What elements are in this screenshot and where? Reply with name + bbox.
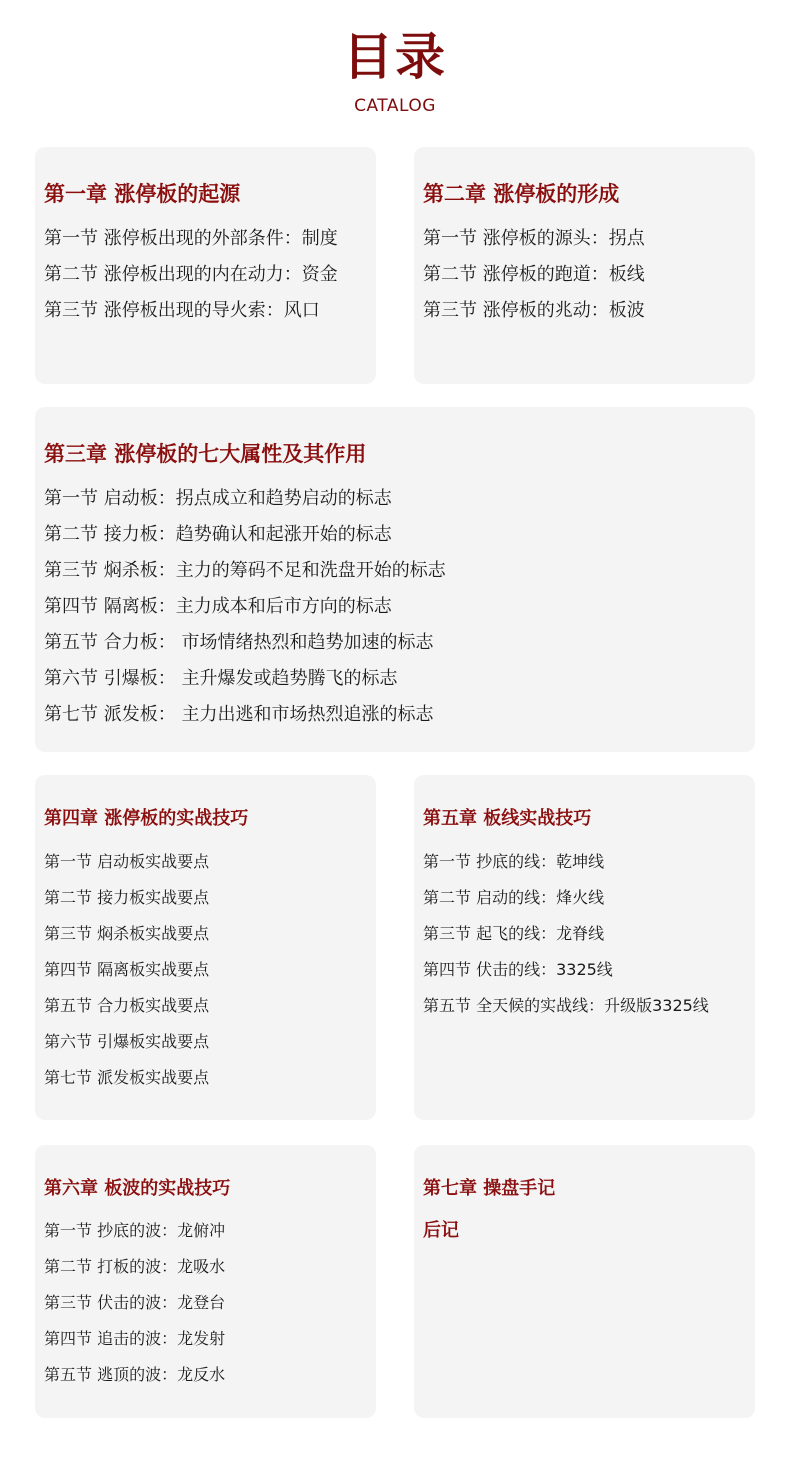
section-item[interactable]: 第三节 焖杀板实战要点 <box>44 924 210 943</box>
section-item[interactable]: 第四节 隔离板实战要点 <box>44 960 210 979</box>
chapter-title[interactable]: 第四章 涨停板的实战技巧 <box>44 808 249 829</box>
afterword-title[interactable]: 后记 <box>423 1220 459 1241</box>
section-item[interactable]: 第五节 全天候的实战线：升级版3325线 <box>423 996 709 1015</box>
section-list <box>423 844 709 1024</box>
section-item[interactable]: 第三节 涨停板的兆动：板波 <box>423 300 645 321</box>
chapter-card-7 <box>414 1145 755 1418</box>
section-item[interactable]: 第二节 涨停板的跑道：板线 <box>423 264 645 285</box>
section-item[interactable]: 第五节 逃顶的波：龙反水 <box>44 1365 226 1384</box>
page-subtitle: CATALOG <box>354 96 436 116</box>
section-list <box>44 221 338 329</box>
chapter-card-5 <box>414 775 755 1120</box>
section-list <box>423 221 645 329</box>
section-item[interactable]: 第三节 焖杀板：主力的筹码不足和洗盘开始的标志 <box>44 560 446 581</box>
section-list <box>44 844 209 1096</box>
section-item[interactable]: 第四节 伏击的线：3325线 <box>423 960 613 979</box>
section-item[interactable]: 第一节 涨停板出现的外部条件：制度 <box>44 228 338 249</box>
chapter-card-3 <box>35 407 755 752</box>
chapter-title[interactable]: 第六章 板波的实战技巧 <box>44 1178 231 1199</box>
chapter-title[interactable]: 第一章 涨停板的起源 <box>44 182 241 206</box>
chapter-title[interactable]: 第七章 操盘手记 <box>423 1178 556 1199</box>
section-item[interactable]: 第六节 引爆板实战要点 <box>44 1032 210 1051</box>
section-item[interactable]: 第一节 启动板实战要点 <box>44 852 210 871</box>
section-item[interactable]: 第二节 启动的线：烽火线 <box>423 888 605 907</box>
section-item[interactable]: 第四节 隔离板：主力成本和后市方向的标志 <box>44 596 392 617</box>
section-item[interactable]: 第七节 派发板： 主力出逃和市场热烈追涨的标志 <box>44 704 434 725</box>
section-item[interactable]: 第二节 涨停板出现的内在动力：资金 <box>44 264 338 285</box>
chapter-card-6 <box>35 1145 376 1418</box>
section-item[interactable]: 第三节 伏击的波：龙登台 <box>44 1293 226 1312</box>
section-item[interactable]: 第一节 涨停板的源头：拐点 <box>423 228 645 249</box>
section-item[interactable]: 第一节 启动板：拐点成立和趋势启动的标志 <box>44 488 392 509</box>
chapter-card-2 <box>414 147 755 384</box>
section-item[interactable]: 第六节 引爆板： 主升爆发或趋势腾飞的标志 <box>44 668 398 689</box>
section-list <box>44 481 446 733</box>
section-item[interactable]: 第二节 接力板实战要点 <box>44 888 210 907</box>
section-item[interactable]: 第三节 起飞的线：龙脊线 <box>423 924 605 943</box>
chapter-title[interactable]: 第三章 涨停板的七大属性及其作用 <box>44 442 367 466</box>
section-item[interactable]: 第五节 合力板： 市场情绪热烈和趋势加速的标志 <box>44 632 434 653</box>
section-item[interactable]: 第四节 追击的波：龙发射 <box>44 1329 226 1348</box>
chapter-title[interactable]: 第五章 板线实战技巧 <box>423 808 592 829</box>
section-list <box>44 1213 225 1393</box>
chapter-card-1 <box>35 147 376 384</box>
page-title: 目录 <box>343 28 447 86</box>
section-item[interactable]: 第七节 派发板实战要点 <box>44 1068 210 1087</box>
section-item[interactable]: 第一节 抄底的波：龙俯冲 <box>44 1221 226 1240</box>
section-item[interactable]: 第五节 合力板实战要点 <box>44 996 210 1015</box>
section-item[interactable]: 第一节 抄底的线：乾坤线 <box>423 852 605 871</box>
section-item[interactable]: 第二节 接力板：趋势确认和起涨开始的标志 <box>44 524 392 545</box>
chapter-card-4 <box>35 775 376 1120</box>
chapter-title[interactable]: 第二章 涨停板的形成 <box>423 182 620 206</box>
section-item[interactable]: 第二节 打板的波：龙吸水 <box>44 1257 226 1276</box>
section-item[interactable]: 第三节 涨停板出现的导火索：风口 <box>44 300 320 321</box>
